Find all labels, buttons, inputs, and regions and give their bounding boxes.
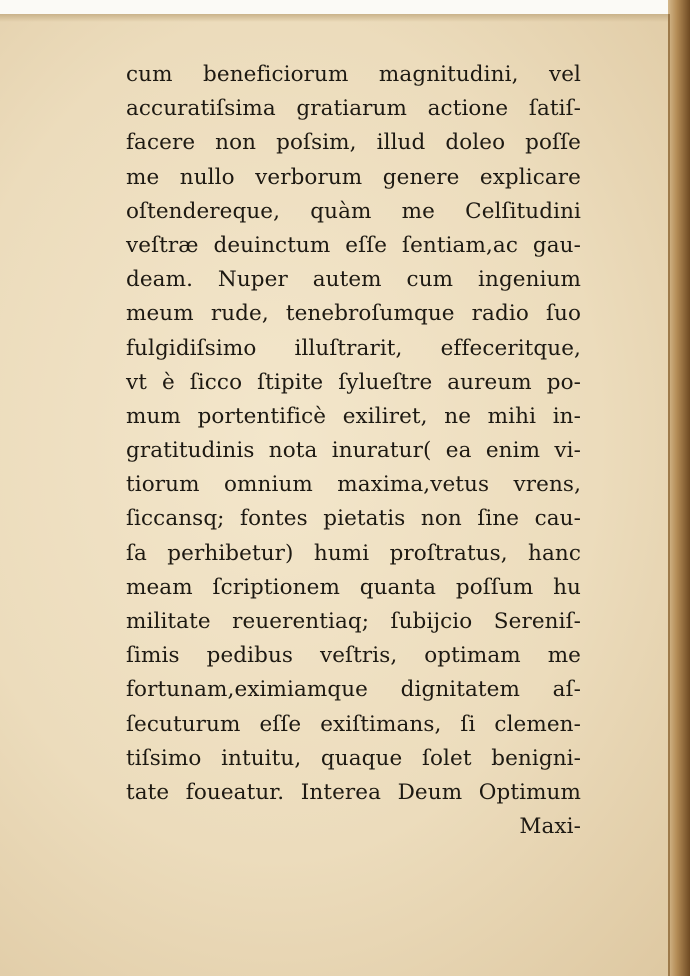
book-spine-edge bbox=[668, 0, 690, 976]
page-top-shadow bbox=[0, 14, 690, 22]
text-line: ſecuturum eſſe exiſtimans, ſi clemen- bbox=[126, 711, 581, 737]
text-line: ſa perhibetur) humi proſtratus, hanc bbox=[126, 540, 581, 566]
page-edge-line bbox=[668, 14, 670, 976]
text-line: ſiccansq; fontes pietatis non ſine cau- bbox=[126, 506, 581, 532]
text-line: oſtendereque, quàm me Celſitudini bbox=[126, 198, 581, 224]
text-line: tiorum omnium maxima,vetus vrens, bbox=[126, 472, 581, 498]
text-line: tiſsimo intuitu, quaque ſolet benigni- bbox=[126, 745, 581, 771]
text-line: me nullo verborum genere explicare bbox=[126, 164, 581, 190]
text-line: vt è ſicco ſtipite ſylueſtre aureum po- bbox=[126, 369, 581, 395]
text-line: fulgidiſsimo illuſtrarit, effeceritque, bbox=[126, 335, 581, 361]
text-line: facere non poſsim, illud doleo poſſe bbox=[126, 130, 581, 156]
scan-top-margin bbox=[0, 0, 690, 14]
text-line: meum rude, tenebroſumque radio ſuo bbox=[126, 301, 581, 327]
page-text bbox=[126, 58, 581, 844]
text-line: deam. Nuper autem cum ingenium bbox=[126, 267, 581, 293]
text-line: ſimis pedibus veſtris, optimam me bbox=[126, 643, 581, 669]
text-line: gratitudinis nota inuratur( ea enim vi- bbox=[126, 438, 581, 464]
text-line: militate reuerentiaq; ſubijcio Sereniſ- bbox=[126, 609, 581, 634]
text-line: meam ſcriptionem quanta poſſum hu bbox=[126, 574, 581, 600]
text-line: mum portentificè exiliret, ne mihi in- bbox=[126, 403, 581, 429]
catchword: Maxi- bbox=[519, 814, 581, 840]
text-line: tate foueatur. Interea Deum Optimum bbox=[126, 779, 581, 805]
text-line: veſtræ deuinctum eſſe ſentiam,ac gau- bbox=[126, 232, 581, 258]
text-line: cum beneficiorum magnitudini, vel bbox=[126, 62, 581, 87]
text-line: accuratiſsima gratiarum actione ſatiſ- bbox=[126, 96, 581, 122]
text-line: fortunam,eximiamque dignitatem aſ- bbox=[126, 677, 581, 703]
